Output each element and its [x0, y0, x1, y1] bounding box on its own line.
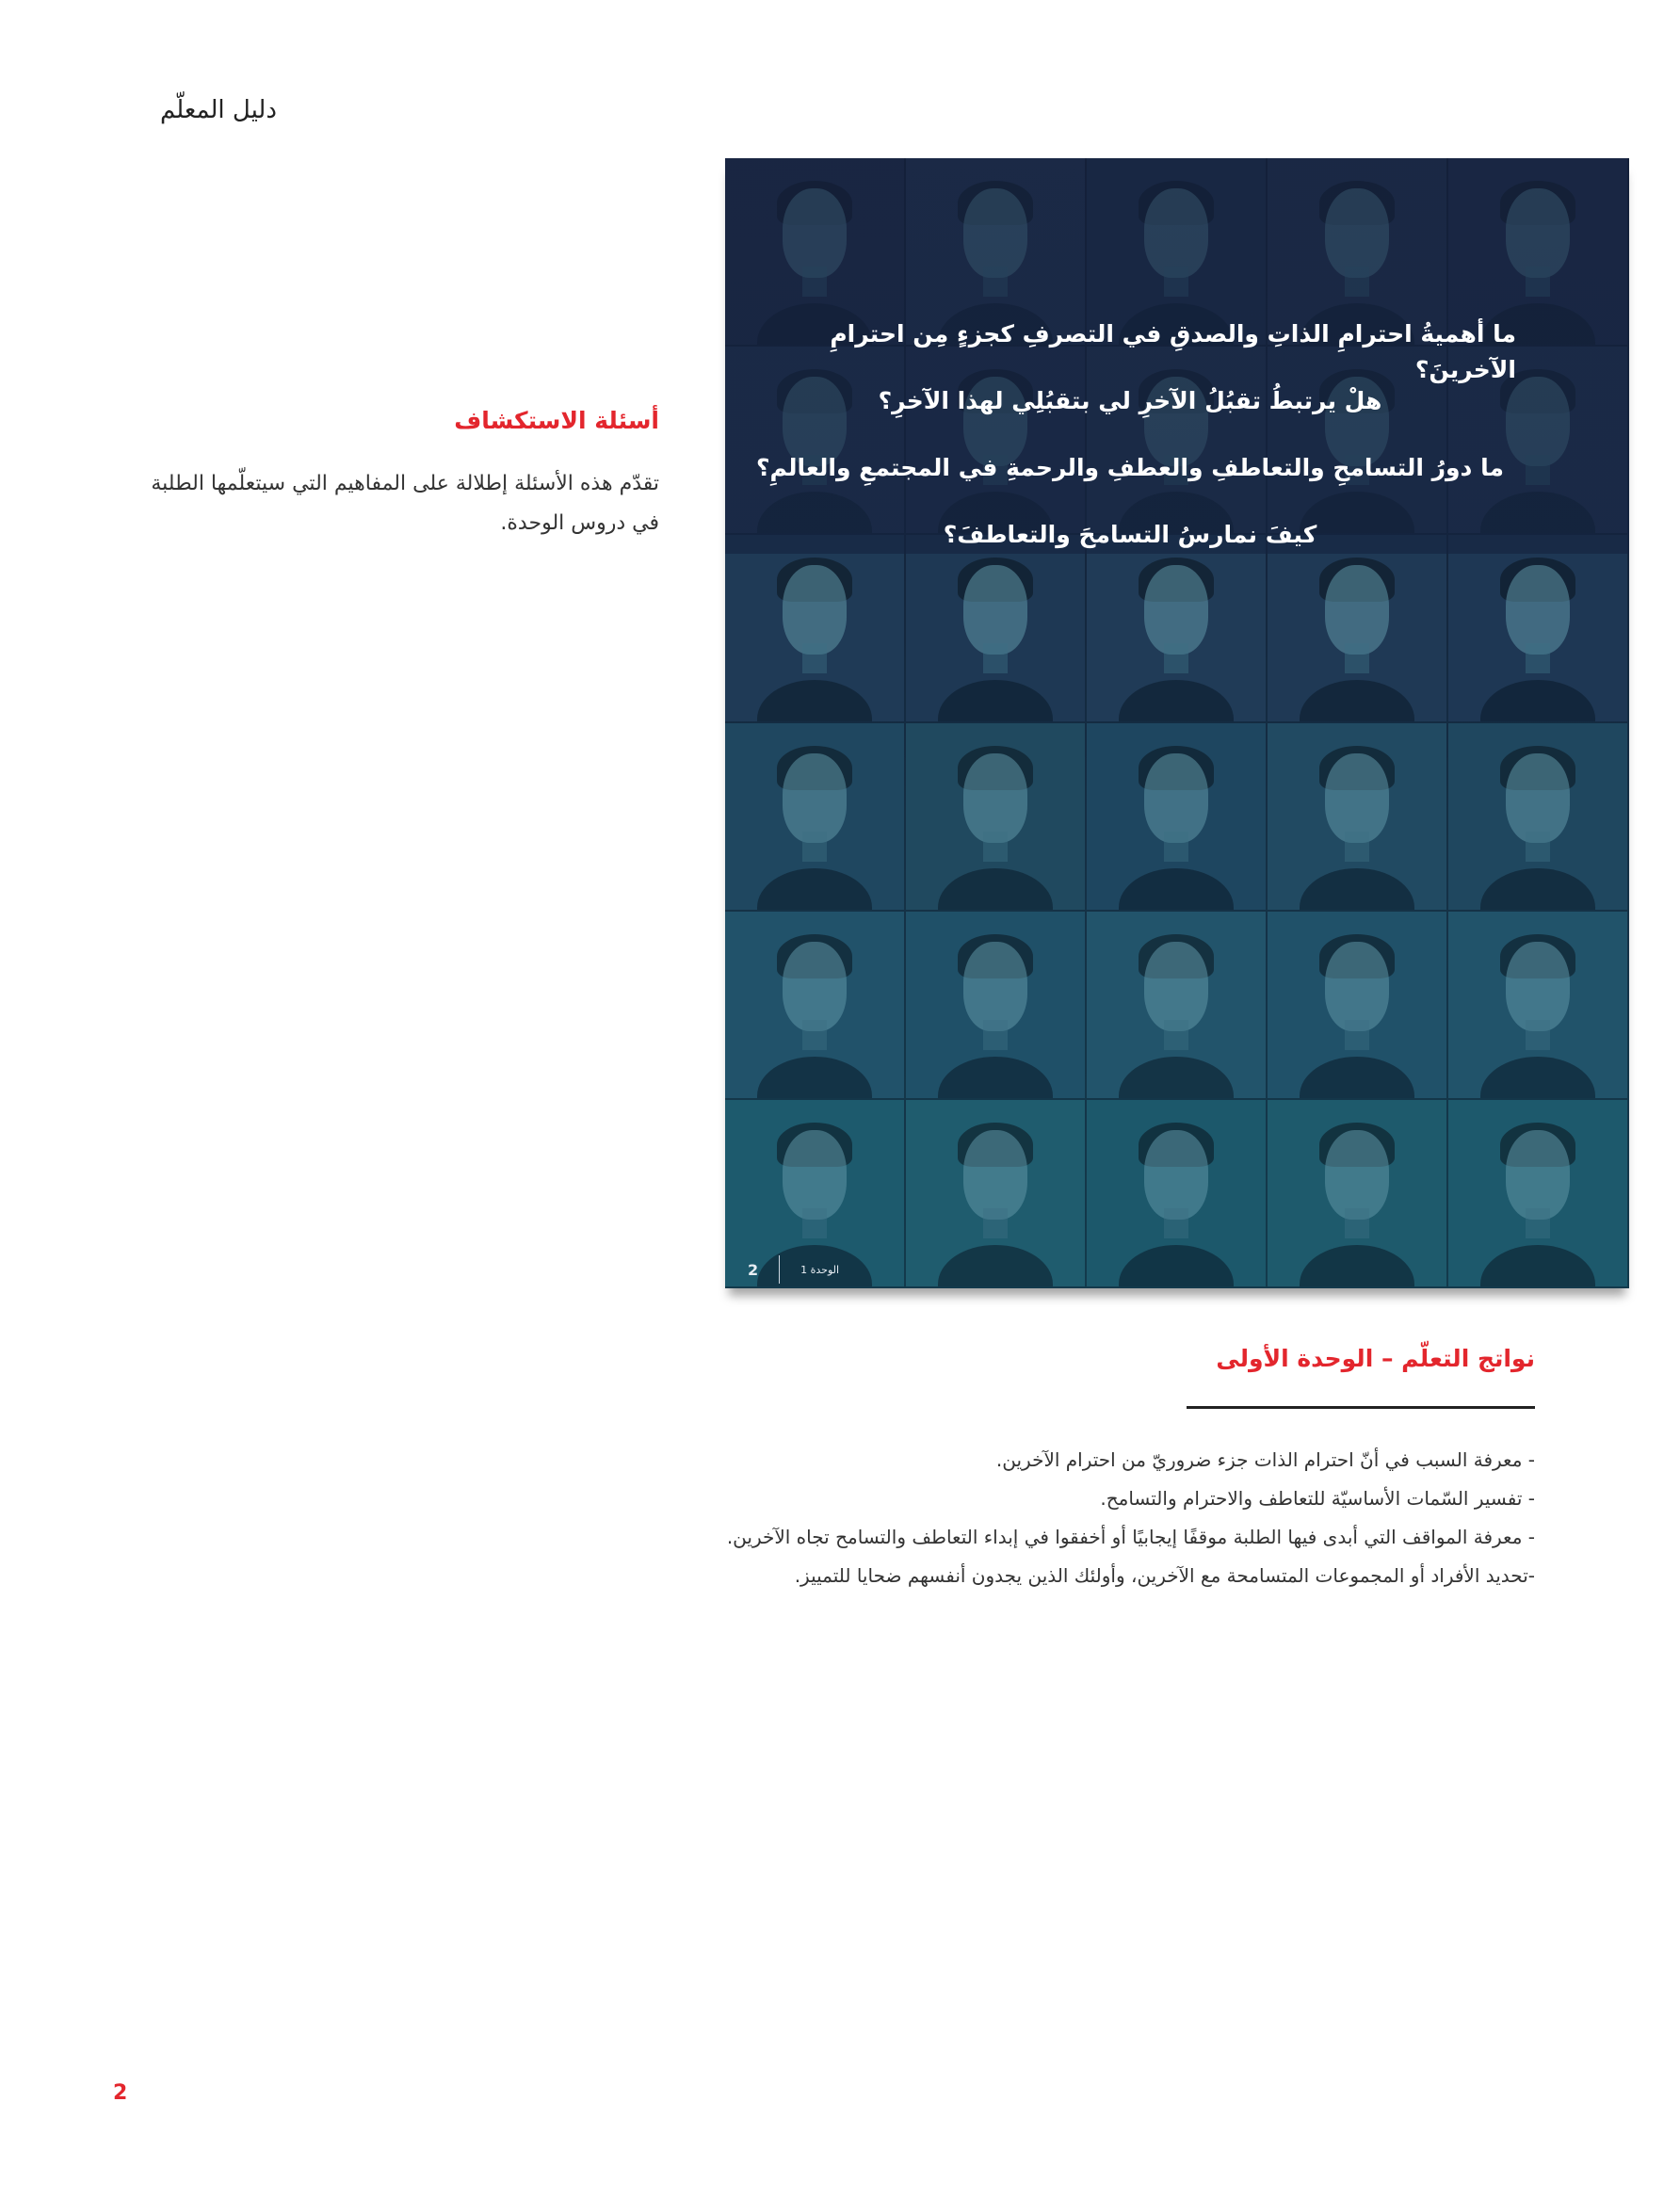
portrait — [1268, 912, 1448, 1100]
cover-question: هلْ يرتبطُ تقبُلُ الآخرِ لي بتقبُلِي لهذا الآخرِ؟ — [878, 387, 1382, 414]
page-number: 2 — [113, 2081, 128, 2105]
header-title: دليل المعلّم — [160, 96, 277, 124]
list-item: - تفسير السّمات الأساسيّة للتعاطف والاحترام والتسامح. — [1100, 1487, 1535, 1510]
learning-outcomes-heading: نواتج التعلّم – الوحدة الأولى — [1216, 1345, 1535, 1372]
portrait — [1268, 1100, 1448, 1288]
cover-question: ما أهميةُ احترامِ الذاتِ والصدقِ في التصرفِ كجزءٍ مِن احترامِ الآخرينَ؟ — [830, 320, 1516, 383]
exploration-heading: أسئلة الاستكشاف — [454, 407, 659, 434]
portrait — [1087, 723, 1268, 912]
portrait — [725, 912, 906, 1100]
portrait — [906, 723, 1087, 912]
list-item: - معرفة السبب في أنّ احترام الذات جزء ضروريّ من احترام الآخرين. — [995, 1448, 1535, 1471]
exploration-body: تقدّم هذه الأسئلة إطلالة على المفاهيم التي سيتعلّمها الطلبة في دروس الوحدة. — [151, 472, 659, 535]
cover-questions — [744, 316, 1516, 584]
exploration-section — [151, 407, 659, 543]
cover-unit-label: الوحدة 1 — [800, 1263, 840, 1276]
cover-footer-divider — [779, 1255, 780, 1284]
portrait — [1448, 912, 1629, 1100]
cover-question: ما دورُ التسامحِ والتعاطفِ والعطفِ والرحمةِ في المجتمعِ والعالمِ؟ — [756, 454, 1504, 481]
unit-cover-image — [725, 158, 1629, 1288]
cover-question: كيفَ نمارسُ التسامحَ والتعاطفَ؟ — [943, 521, 1317, 548]
portrait — [906, 912, 1087, 1100]
portrait — [1448, 1100, 1629, 1288]
portrait — [1268, 723, 1448, 912]
cover-footer — [748, 1254, 839, 1285]
portrait — [1448, 723, 1629, 912]
learning-outcomes-header — [716, 1345, 1535, 1409]
learning-outcomes-list — [725, 1441, 1535, 1595]
portrait — [725, 723, 906, 912]
portrait — [1087, 912, 1268, 1100]
heading-underline — [1187, 1406, 1535, 1409]
portrait — [1087, 1100, 1268, 1288]
portrait — [906, 1100, 1087, 1288]
list-item: - معرفة المواقف التي أبدى فيها الطلبة موقفًا إيجابيًا أو أخفقوا في إبداء التعاطف والتسامح تجاه الآخرين. — [726, 1526, 1535, 1548]
cover-page-number: 2 — [748, 1260, 759, 1279]
list-item: -تحديد الأفراد أو المجموعات المتسامحة مع الآخرين، وأولئك الذين يجدون أنفسهم ضحايا للتمييز. — [794, 1564, 1535, 1587]
